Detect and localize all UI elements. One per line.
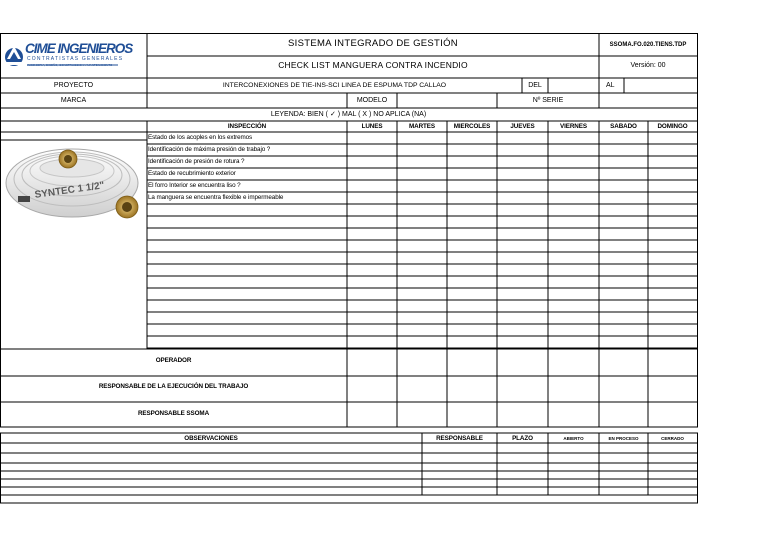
system-title: SISTEMA INTEGRADO DE GESTIÓN [288,38,458,49]
company-subline: INGENIERIA, DISEÑO, CONSTRUCCION Y MANTENIMIENTO [27,63,113,67]
from-label: DEL [528,82,542,89]
version-label: Versión: 00 [630,62,666,69]
day-header-sunday: DOMINGO [657,123,688,130]
inspection-item: Estado de recubrimiento exterior [148,170,236,177]
hose-print-text: SYNTEC 1 1/2" [34,180,106,201]
deadline-header: PLAZO [512,435,533,442]
inspection-column-header: INSPECCIÓN [227,123,267,130]
closed-header: CERRADO [661,436,684,441]
serial-label: Nº SERIE [532,97,564,104]
project-label: PROYECTO [53,82,94,89]
day-header-saturday: SABADO [610,123,637,130]
project-value: INTERCONEXIONES DE TIE-INS-SCI LINEA DE ESPUMA TDP CALLAO [222,82,447,89]
company-logo [3,37,145,73]
operator-label: OPERADOR [155,357,192,364]
inspection-item: El forro Interior se encuentra liso ? [148,182,241,189]
open-header: ABIERTO [563,436,584,441]
brand-label: MARCA [60,97,87,104]
document-code: SSOMA.FO.020.TIENS.TDP [609,42,687,48]
observations-header: OBSERVACIONES [184,435,238,442]
day-header-thursday: JUEVES [510,123,535,130]
inspection-item: La manguera se encuentra flexible e impermeable [148,194,284,201]
responsible-header: RESPONSABLE [436,435,483,442]
fire-hose-photo [4,141,145,223]
in-process-header: EN PROCESO [608,436,639,441]
inspection-item: Identificación de máxima presión de trabajo ? [148,146,271,153]
company-name: CIME INGENIEROS [25,41,133,56]
fire-hose-illustration [4,141,145,223]
inspection-item: Estado de los acoples en los extremos [148,134,253,141]
work-responsible-label: RESPONSABLE DE LA EJECUCIÓN DEL TRABAJO [98,383,249,390]
checklist-title: CHECK LIST MANGUERA CONTRA INCENDIO [278,60,468,70]
company-tagline: CONTRATISTAS GENERALES [27,56,124,62]
ssoma-responsible-label: RESPONSABLE SSOMA [137,410,210,417]
day-header-wednesday: MIERCOLES [453,123,491,130]
legend: LEYENDA: BIEN ( ✓ ) MAL ( X ) NO APLICA (NA) [270,111,427,118]
day-header-tuesday: MARTES [409,123,435,130]
day-header-friday: VIERNES [560,123,587,130]
model-label: MODELO [356,97,388,104]
day-header-monday: LUNES [361,123,383,130]
to-label: AL [606,82,615,89]
inspection-item: Identificación de presión de rotura ? [148,158,245,165]
